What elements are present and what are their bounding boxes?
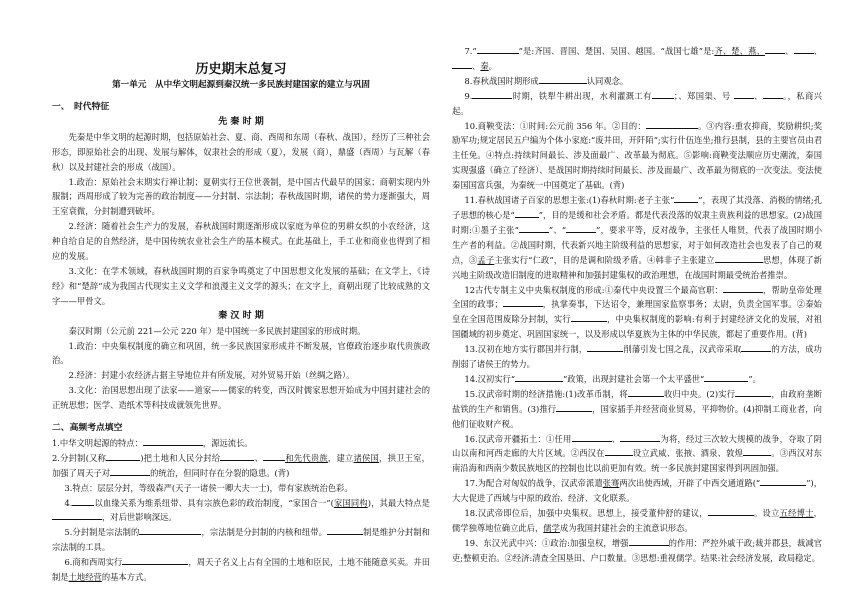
answer-blank[interactable] bbox=[704, 372, 748, 382]
answer-blank[interactable] bbox=[674, 193, 698, 203]
answer-blank[interactable] bbox=[794, 44, 814, 54]
qin-han-title: 秦 汉 时 期 bbox=[218, 310, 264, 321]
qin-han-economy: 2.经济：封建小农经济占据主导地位并有所发展，对外贸易开始（丝绸之路）。 bbox=[68, 370, 355, 381]
answer-blank[interactable] bbox=[220, 451, 254, 461]
question-3: 3.特点：层层分封，等级森严(天子一诸侯一卿大夫一士)，带有家族统治色彩。 bbox=[64, 482, 353, 493]
pre-qin-intro: 先秦是中华文明的起源时期，包括原始社会、夏、商、西周和东周（春秋、战国），经历了三种社会形态，即原始社会的出现、发展与解体，奴隶社会的形成（夏），发展（商），鼎盛（西周）与瓦解（春秋）以及封建社会的形成（战国）。 bbox=[52, 131, 430, 172]
question-14: 14.汉初实行“ ”政策，出现封建社会第一个太平盛世“ ”。 bbox=[464, 373, 761, 384]
qin-han-politics: 1.政治：中央集权制度的确立和巩固，统一多民族国家形成并不断发展，官僚政治逐步取代贵族政治。 bbox=[52, 340, 430, 366]
answer-blank[interactable] bbox=[763, 89, 783, 99]
question-8: 8.春秋战国时期形成 认同观念。 bbox=[464, 75, 629, 86]
answer-blank[interactable] bbox=[110, 466, 150, 476]
answer-blank[interactable] bbox=[628, 387, 664, 397]
answer-blank[interactable] bbox=[723, 283, 763, 293]
answer-blank[interactable] bbox=[263, 451, 285, 461]
answer-blank[interactable] bbox=[760, 476, 806, 486]
question-12: 12古代专制主义中央集权制度的形成:①秦代中央设置三个最高官职： ，帮助皇帝处理全国的政事； ，执掌奏事，下达诏令，兼理国家监察事务；太尉，负责全国军事。②秦始皇在全国范围废除分封制，实行 ，中央集权制度的影响:有利于封建经济文化的发展，对祖国疆域的初步奠定、巩固国家统一，以及形成以华夏族为主体的中华民族，都起了重要作用。(背) bbox=[452, 284, 822, 340]
pre-qin-economy: 2.经济：随着社会生产力的发展，春秋战国时期逐渐形成以家庭为单位的男耕女织的小农经济，这种自给自足的自然经济，是中国传统农业社会生产的基本模式。在此基础上，手工业和商业也得到了相应的发展。 bbox=[52, 221, 430, 262]
question-13: 13.汉初在地方实行郡国并行制， 削藩引发七国之乱，汉武帝采取 的方法，成功削弱了诸侯王的势力。 bbox=[452, 344, 822, 370]
question-5: 5.分封制是宗法制的 ，宗法制是分封制的内核和纽带。 制是维护分封制和宗法制的工具。 bbox=[52, 527, 430, 553]
answer-blank[interactable] bbox=[620, 432, 660, 442]
question-6: 6.商和西周实行 ，周天子名义上占有全国的土地和臣民，土地不能随意买卖。井田制是土地经营的基本方式。 bbox=[52, 557, 430, 583]
question-16: 16.汉武帝开疆拓土：①任用 、 为将，经过三次较大规模的战争，夺取了阴山以南和河西走廊的大片区域。②西汉在 设立武威、张掖、酒泉、敦煌 。③西汉对东南沿海和西南少数民族地区的控制也比以前更加有效。统一多民族封建国家得到巩固加强。 bbox=[452, 433, 822, 474]
answer-blank[interactable] bbox=[715, 253, 763, 263]
answer-blank[interactable] bbox=[708, 506, 754, 516]
answer-blank[interactable] bbox=[572, 432, 612, 442]
answer-blank[interactable] bbox=[139, 525, 201, 535]
answer-blank[interactable] bbox=[629, 536, 669, 546]
section-heading-fill-in: 二、高频考点填空 bbox=[52, 423, 123, 434]
answer-blank[interactable] bbox=[735, 387, 771, 397]
left-column bbox=[52, 100, 430, 585]
answer-blank[interactable] bbox=[743, 446, 771, 456]
question-19: 19、东汉光武中兴：①政治:加强皇权，增强 的作用：严控外戚干政;裁并郡县，裁减官吏;整顿吏治。②经济:清查全国垦田、户口数量。③思想:重视儒学。结果:社会经济发展，政局稳定。 bbox=[452, 537, 822, 563]
answer-blank[interactable] bbox=[106, 451, 140, 461]
question-18: 18.汉武帝即位后，加强中央集权。思想上，接受董仲舒的建议， 。设立五经博士，儒学独尊地位确立此后，儒学成为我国封建社会的主流意识形态。 bbox=[452, 508, 822, 533]
answer-blank[interactable] bbox=[52, 510, 102, 520]
question-17: 17.为配合对匈奴的战争，汉武帝派遣张骞两次出使西域，开辟了中西交通道路(“ ”)，大大促进了西域与中原的政治、经济、文化联系。 bbox=[452, 478, 822, 504]
answer-blank[interactable] bbox=[556, 402, 592, 412]
answer-blank[interactable] bbox=[472, 89, 512, 99]
document-title: 历史期末总复习 bbox=[195, 62, 287, 77]
question-7: 7.“ ”是:齐国、晋国、楚国、吴国、越国。“战国七雄”是:齐、楚、燕、 、 、、秦。 bbox=[452, 44, 822, 74]
section-heading-features: 一、 时代特征 bbox=[52, 102, 110, 112]
pre-qin-title: 先 秦 时 期 bbox=[218, 116, 264, 127]
qin-han-intro: 秦汉时期（公元前 221—公元 220 年）是中国统一多民族封建国家的形成时期。 bbox=[68, 325, 366, 336]
answer-blank[interactable] bbox=[646, 119, 698, 129]
answer-blank[interactable] bbox=[571, 312, 607, 322]
answer-blank[interactable] bbox=[539, 74, 587, 84]
question-1: 1.中华文明起源的特点： ，源远流长。 bbox=[52, 437, 253, 448]
answer-blank[interactable] bbox=[143, 436, 203, 446]
answer-blank[interactable] bbox=[72, 496, 94, 506]
answer-blank[interactable] bbox=[765, 44, 785, 54]
answer-blank[interactable] bbox=[515, 372, 563, 382]
answer-blank[interactable] bbox=[122, 555, 188, 565]
pre-qin-culture: 3.文化：在学术领域，春秋战国时期的百家争鸣奠定了中国思想文化发展的基础；在文学上，《诗经》和“楚辞”成为我国古代现实主义文学和浪漫主义文学的源头；在文字上，商朝出现了比较成熟的文字——甲骨文。 bbox=[52, 265, 430, 306]
question-11: 11.春秋战国诸子百家的思想主张:(1)春秋时期:老子主张“ ”，表现了其没落、消极的情绪;孔子思想的核心是“ ”，目的是缓和社会矛盾。都是代表没落的奴隶主贵族利益的思想家。(2)战国时期:①墨子主张“ ”、“ ”，要求平等，反对战争，主张任人唯贤，代表了战国时期小生产者的利益。②战国时期，代表新兴地主阶级利益的思想家，对于如何改造社会也发表了自己的观点，③孟子主张实行“仁政”，目的是调和阶级矛盾。④韩非子主张建立 思想，体现了新兴地主阶级改造旧制度的进取精神和加强封建集权的政治理想，在战国时期最受统治者推崇。 bbox=[452, 195, 822, 280]
answer-blank[interactable] bbox=[327, 525, 363, 535]
question-4: 4. 以血缘关系为维系纽带、具有宗族色彩的政治制度，“家国合一”(家国同构)，其最大特点是，对后世影响深远。 bbox=[52, 496, 430, 526]
answer-blank[interactable] bbox=[452, 59, 472, 69]
answer-blank[interactable] bbox=[734, 89, 754, 99]
answer-blank[interactable] bbox=[503, 297, 543, 307]
answer-blank[interactable] bbox=[741, 342, 771, 352]
question-9: 9. 时期，铁犁牛耕出现，水利灌溉工有 ；、郑国渠、号 、 。，私商兴起。 bbox=[452, 90, 822, 116]
answer-blank[interactable] bbox=[605, 446, 633, 456]
answer-blank[interactable] bbox=[652, 89, 674, 99]
unit-heading: 第一单元 从中华文明起源到秦汉统一多民族封建国家的建立与巩固 bbox=[112, 80, 370, 90]
answer-blank[interactable] bbox=[587, 342, 623, 352]
answer-blank[interactable] bbox=[477, 44, 519, 54]
question-10: 10.商鞅变法：①时间:公元前 356 年。②目的： 。③内容:重农抑商，奖励耕织;奖励军功;规定居民五户编为个体小家庭:“废井田，开阡陌”;实行什伍连坐;推行县制，县的主要官员由君主任免。④特点:持续时间最长、涉及面最广、改革最为彻底。⑤影响:商鞅变法顺应历史潮流，秦国实现强盛（确立了经济）、是战国时期持续时间最长、涉及面最广、改革最为彻底的一次变法。变法使秦国国富兵强，为秦统一中国奠定了基础。(背) bbox=[452, 120, 823, 191]
pre-qin-politics: 1.政治：原始社会末期实行禅让制；夏朝实行王位世袭制，是中国古代最早的国家；商朝实现内外服制；西周形成了较为完善的政治制度——分封制、宗法制；春秋战国时期，诸侯的势力逐渐强大，周王室衰微，分封制遭到破坏。 bbox=[52, 176, 430, 217]
qin-han-culture: 3.文化：治国思想出现了法家——道家——儒家的转变，西汉时儒家思想开始成为中国封建社会的正统思想；医学、造纸术等科技成就领先世界。 bbox=[52, 385, 430, 411]
answer-blank[interactable] bbox=[515, 208, 539, 218]
answer-blank[interactable] bbox=[566, 223, 596, 233]
answer-blank[interactable] bbox=[519, 223, 549, 233]
right-column bbox=[452, 44, 822, 566]
question-2: 2.分封制(又称 )把土地和人民分封给 、 和先代贵族，建立诸侯国，拱卫王室，加强了周天子对 的统治，但同时存在分裂的隐患。(背) bbox=[52, 452, 430, 478]
question-15: 15.汉武帝时期的经济措施:(1)改革币制，将 收归中央。(2)实行 ，由政府垄断盐铁的生产和销售。(3)推行 ，国家插手并经营商业贸易，平抑物价。(4)抑制工商业者，向他们征收财产税。 bbox=[452, 388, 822, 429]
